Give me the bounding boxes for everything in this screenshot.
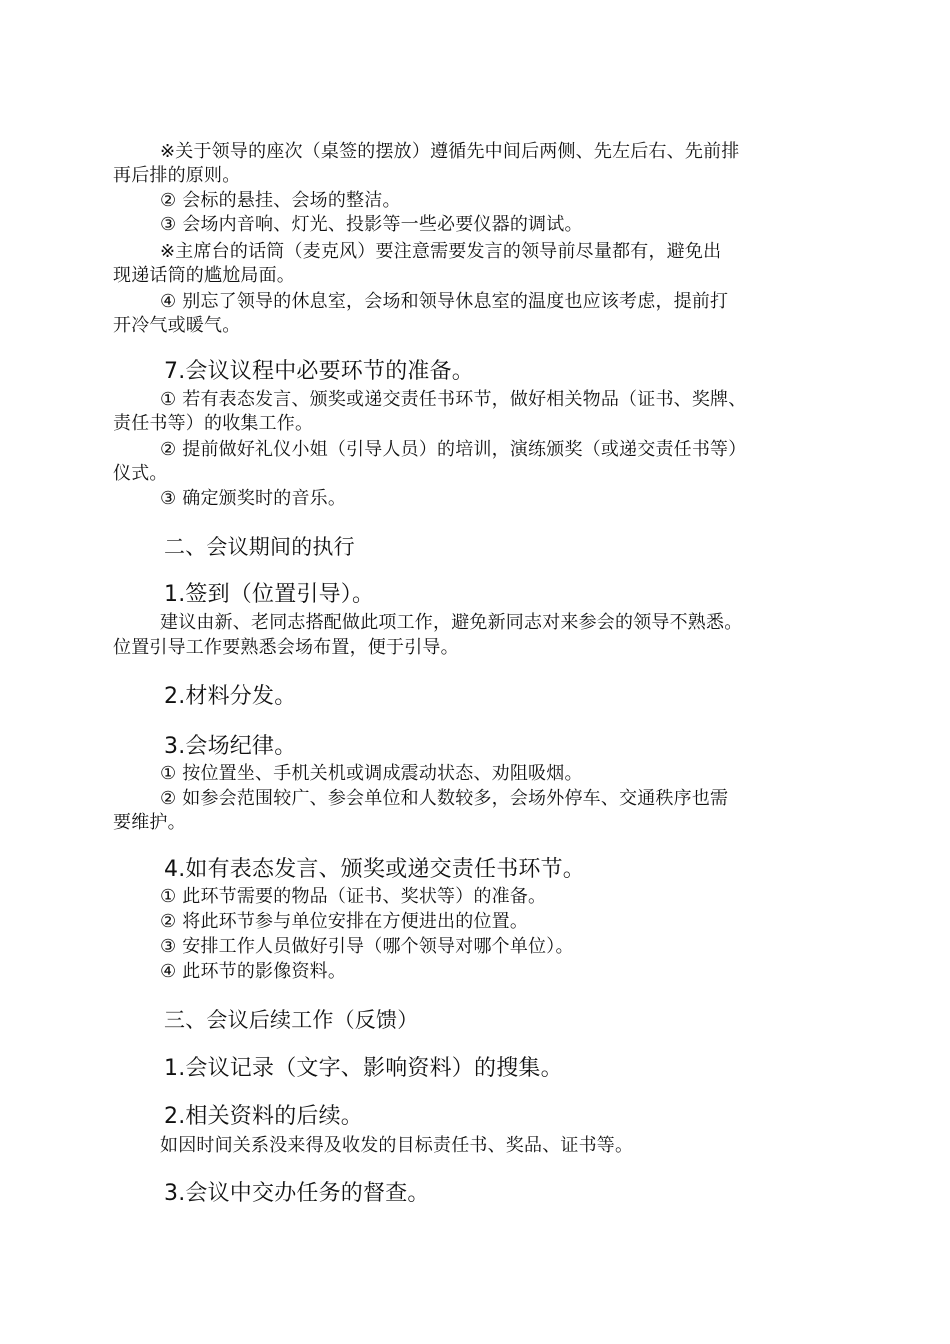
subheading: 3.会议中交办任务的督查。: [164, 1181, 430, 1206]
list-item: ② 将此环节参与单位安排在方便进出的位置。: [160, 911, 529, 932]
section-heading: 二、会议期间的执行: [164, 535, 355, 559]
list-item: ④ 别忘了领导的休息室，会场和领导休息室的温度也应该考虑，提前打: [160, 291, 729, 312]
body-line: 如因时间关系没来得及收发的目标责任书、奖品、证书等。: [160, 1135, 634, 1156]
subheading: 1.会议记录（文字、影响资料）的搜集。: [164, 1056, 563, 1081]
subheading: 4.如有表态发言、颁奖或递交责任书环节。: [164, 857, 585, 882]
list-item: ④ 此环节的影像资料。: [160, 961, 347, 982]
subheading: 2.相关资料的后续。: [164, 1104, 363, 1129]
body-line: ※关于领导的座次（桌签的摆放）遵循先中间后两侧、先左后右、先前排: [160, 141, 740, 162]
body-line: ※主席台的话筒（麦克风）要注意需要发言的领导前尽量都有，避免出: [160, 241, 722, 262]
list-item: ② 提前做好礼仪小姐（引导人员）的培训，演练颁奖（或递交责任书等）: [160, 439, 747, 460]
body-line: 要维护。: [113, 812, 186, 833]
list-item: ③ 确定颁奖时的音乐。: [160, 488, 347, 509]
list-item: ③ 会场内音响、灯光、投影等一些必要仪器的调试。: [160, 214, 583, 235]
section-heading: 三、会议后续工作（反馈）: [164, 1008, 419, 1032]
list-item: ② 会标的悬挂、会场的整洁。: [160, 190, 401, 211]
subheading: 7.会议议程中必要环节的准备。: [164, 359, 474, 384]
body-line: 责任书等）的收集工作。: [113, 413, 314, 434]
list-item: ① 此环节需要的物品（证书、奖状等）的准备。: [160, 886, 547, 907]
body-line: 仪式。: [113, 463, 168, 484]
body-line: 再后排的原则。: [113, 165, 241, 186]
list-item: ③ 安排工作人员做好引导（哪个领导对哪个单位）。: [160, 936, 574, 957]
subheading: 3.会场纪律。: [164, 734, 297, 759]
list-item: ① 按位置坐、手机关机或调成震动状态、劝阻吸烟。: [160, 763, 583, 784]
body-line: 建议由新、老同志搭配做此项工作，避免新同志对来参会的领导不熟悉。: [160, 612, 743, 633]
list-item: ① 若有表态发言、颁奖或递交责任书环节，做好相关物品（证书、奖牌、: [160, 389, 747, 410]
list-item: ② 如参会范围较广、参会单位和人数较多，会场外停车、交通秩序也需: [160, 788, 729, 809]
body-line: 开冷气或暖气。: [113, 315, 241, 336]
body-line: 位置引导工作要熟悉会场布置，便于引导。: [113, 637, 459, 658]
subheading: 2.材料分发。: [164, 684, 297, 709]
subheading: 1.签到（位置引导）。: [164, 582, 375, 607]
body-line: 现递话筒的尴尬局面。: [113, 265, 295, 286]
